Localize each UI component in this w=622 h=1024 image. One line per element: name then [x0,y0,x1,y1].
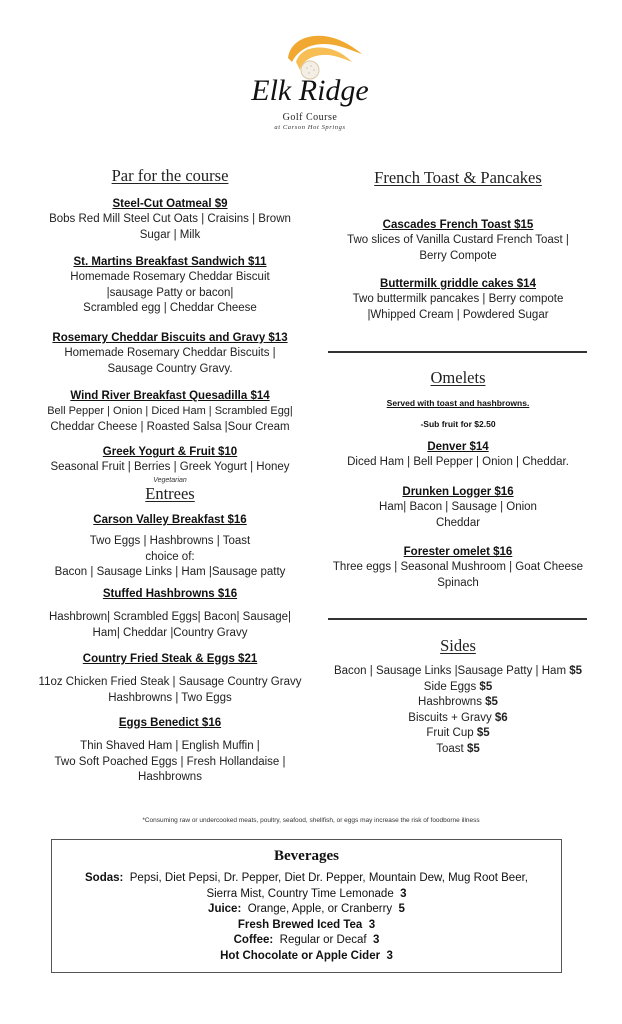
menu-item [30,330,310,377]
item-desc: Sausage Country Gravy. [107,362,233,375]
item-desc: Hashbrowns | Two Eggs [108,691,232,704]
section-title: French Toast & Pancakes [374,168,542,187]
side-item: Biscuits + Gravy $6 [408,711,508,724]
item-desc: |sausage Patty or bacon| [106,286,234,299]
beverages-box [51,839,562,973]
item-desc: Cheddar [435,516,481,529]
coffee-line: Coffee: Regular or Decaf 3 [233,934,380,946]
logo-title: Elk Ridge [251,74,369,107]
logo-subtitle: Golf Course [282,112,338,123]
item-name: Forester omelet $16 [403,546,513,558]
sodas-line-2: Sierra Mist, Country Time Lemonade 3 [206,887,407,900]
divider-line [328,351,587,353]
iced-tea-line: Fresh Brewed Iced Tea 3 [237,918,376,931]
elk-ridge-logo [240,28,380,138]
side-item: Side Eggs $5 [423,680,493,693]
menu-item [30,586,310,641]
menu-item [30,196,310,243]
sub-fruit-note: -Sub fruit for $2.50 [420,419,496,429]
item-desc: Homemade Rosemary Cheddar Biscuits | [64,347,276,359]
item-desc: Ham| Bacon | Sausage | Onion [379,501,537,513]
side-item: Toast $5 [436,742,480,755]
item-desc: |Whipped Cream | Powdered Sugar [367,308,549,321]
item-desc: choice of: [145,550,195,563]
item-desc: Scrambled egg | Cheddar Cheese [83,302,257,314]
menu-item [328,484,588,531]
item-name: Country Fried Steak & Eggs $21 [82,653,258,665]
beverages-title: Beverages [274,848,339,864]
item-desc: Berry Compote [419,249,497,262]
item-desc: Sugar | Milk [139,228,201,241]
item-desc: Spinach [437,576,479,589]
item-desc: Two buttermilk pancakes | Berry compote [352,293,564,305]
omelet-served-note [328,397,588,409]
sodas-line: Sodas: Pepsi, Diet Pepsi, Dr. Pepper, Diet Dr. Pepper, Mountain Dew, Mug Root Beer, [85,872,528,884]
item-desc: Bobs Red Mill Steel Cut Oats | Craisins | Brown [49,213,291,225]
section-par-for-the-course [30,166,310,186]
item-desc: Seasonal Fruit | Berries | Greek Yogurt | Honey [50,461,290,473]
section-title: Entrees [145,484,195,503]
section-omelets [328,368,588,388]
section-title: Sides [440,636,476,655]
item-desc: Bacon | Sausage Links | Ham |Sausage patty [54,566,286,578]
divider-line [328,618,587,620]
section-title: Par for the course [111,166,229,185]
item-name: Eggs Benedict $16 [118,717,222,729]
menu-item [30,512,310,581]
item-desc: Thin Shaved Ham | English Muffin | [80,740,260,752]
item-desc: Three eggs | Seasonal Mushroom | Goat Cheese [332,561,584,573]
item-desc: Two slices of Vanilla Custard French Toast | [347,234,569,246]
menu-item [328,217,588,264]
section-title: Omelets [430,368,486,387]
menu-item [328,276,588,323]
item-name: Stuffed Hashbrowns $16 [102,588,238,600]
hot-chocolate-line: Hot Chocolate or Apple Cider 3 [220,949,393,962]
omelet-sub-note [328,418,588,430]
item-desc: Homemade Rosemary Cheddar Biscuit [70,271,270,283]
juice-line: Juice: Orange, Apple, or Cranberry 5 [208,903,405,915]
item-name: St. Martins Breakfast Sandwich $11 [73,256,267,268]
vegetarian-note: Vegetarian [153,476,187,484]
section-french-toast-pancakes [328,168,588,188]
section-entrees [30,484,310,504]
item-name: Carson Valley Breakfast $16 [93,514,247,526]
item-desc: Hashbrowns [138,771,202,783]
side-item: Hashbrowns $5 [418,696,498,708]
section-sides [328,636,588,656]
item-desc: Ham| Cheddar |Country Gravy [92,626,248,639]
item-name: Wind River Breakfast Quesadilla $14 [70,390,270,402]
menu-item [30,444,310,485]
menu-item [30,651,310,706]
menu-item [30,388,310,435]
item-desc: Diced Ham | Bell Pepper | Onion | Cheddar. [347,456,569,468]
item-desc: Hashbrown| Scrambled Eggs| Bacon| Sausage| [48,611,292,623]
item-desc: Bell Pepper | Onion | Diced Ham | Scrambled Egg| [47,405,293,417]
served-note: Served with toast and hashbrowns. [386,398,530,408]
item-desc: Cheddar Cheese | Roasted Salsa |Sour Cream [50,420,290,433]
logo-tagline: at Carson Hot Springs [274,124,346,131]
item-name: Steel-Cut Oatmeal $9 [112,198,228,210]
item-desc: 11oz Chicken Fried Steak | Sausage Country Gravy [38,676,302,688]
side-item: Fruit Cup $5 [426,727,490,739]
item-name: Greek Yogurt & Fruit $10 [102,446,238,458]
item-desc: Two Eggs | Hashbrowns | Toast [89,535,251,547]
menu-item [328,439,588,471]
item-name: Rosemary Cheddar Biscuits and Gravy $13 [52,332,288,344]
side-item: Bacon | Sausage Links |Sausage Patty | Ham $5 [333,665,583,677]
menu-item [30,254,310,317]
item-name: Cascades French Toast $15 [382,219,534,231]
foodborne-illness-disclaimer: *Consuming raw or undercooked meats, poultry, seafood, shellfish, or eggs may increase the risk of foodborne illness [142,817,480,824]
item-name: Drunken Logger $16 [402,486,514,498]
item-name: Buttermilk griddle cakes $14 [380,278,536,290]
menu-item [328,544,588,591]
item-name: Denver $14 [427,441,489,453]
sides-list [328,664,588,757]
menu-item [30,715,310,786]
item-desc: Two Soft Poached Eggs | Fresh Hollandaise | [54,755,286,768]
